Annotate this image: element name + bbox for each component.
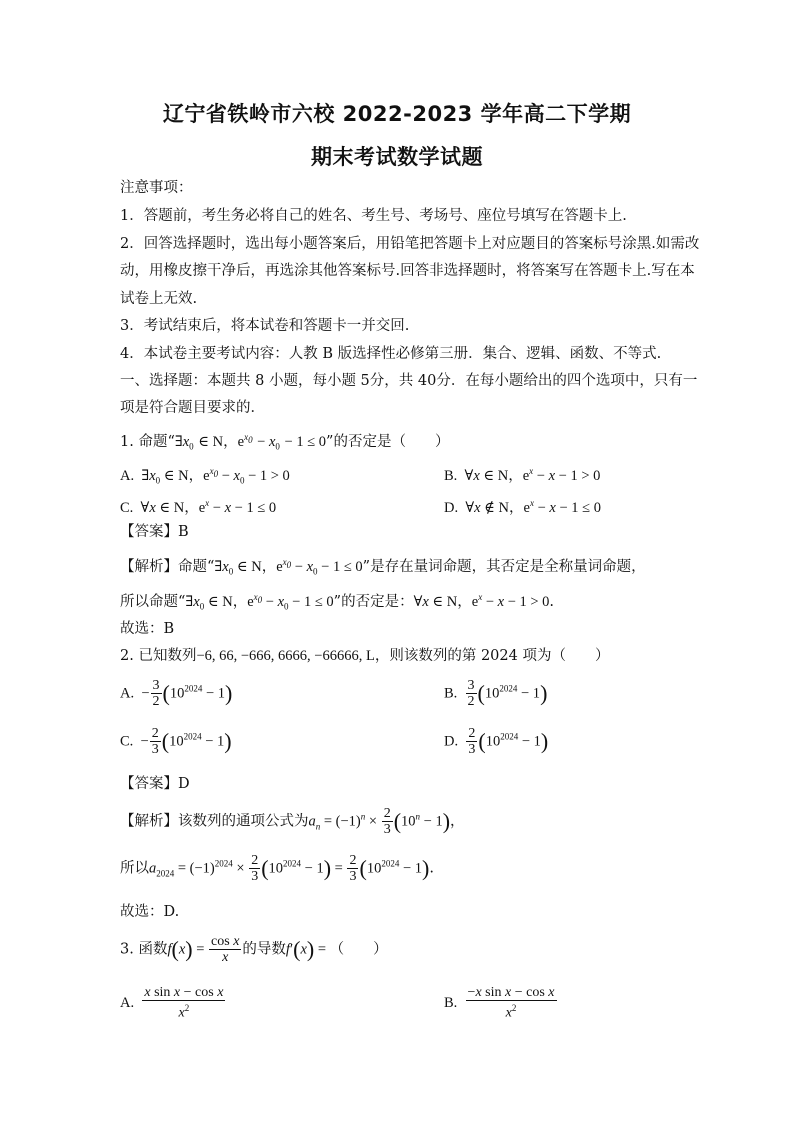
q2-option-d: D. $\frac{2}{3}$ $(10^{2024} - 1)$ xyxy=(444,726,549,757)
section1-intro-line2: 项是符合题目要求的． xyxy=(120,400,265,416)
q3-stem: 3. 函数f(x) = $\frac{\text{cos x}}{x}$ 的导数f′(x) = （ ） xyxy=(120,934,388,965)
section1-intro-line1: 一、选择题：本题共 8 小题，每小题 5分，共 40分．在每小题给出的四个选项中，只有一 xyxy=(120,373,698,389)
note-item-3: 3．考试结束后，将本试卷和答题卡一并交回. xyxy=(120,318,410,334)
q2-answer: 【答案】D xyxy=(120,776,190,792)
q1-option-d: D. ∀x ∉ N，$e^x - x - 1 \le 0$ xyxy=(444,498,601,516)
q3-option-a: A. $\frac{\text{x sin x − cos x}}{x^2}$ xyxy=(120,985,224,1021)
note-item-1: 1．答题前，考生务必将自己的姓名、考生号、考场号、座位号填写在答题卡上. xyxy=(120,208,627,224)
notes-heading: 注意事项： xyxy=(120,180,193,196)
q2-option-b: B. $\frac{3}{2}$ $(10^{2024} - 1)$ xyxy=(444,678,548,709)
q1-option-a: A. $\exists x_0$ ∈ N，$e^{x_0} - x_0 - 1 > 0$ xyxy=(120,466,290,486)
q1-option-b: B. ∀x ∈ N，$e^x - x - 1 > 0$ xyxy=(444,466,601,484)
q2-analysis-line2: 所以$a_{2024} = (-1)^{2024}$ × $\frac{2}{3}$ $(10^{2024} - 1)$ = $\frac{2}{3}$ $(10^{2024} - 1)$. xyxy=(120,853,434,884)
q2-conclusion: 故选：D. xyxy=(120,904,180,920)
note-item-2a: 2．回答选择题时，选出每小题答案后，用铅笔把答题卡上对应题目的答案标号涂黑.如需改 xyxy=(120,236,700,252)
q1-analysis-line1: 【解析】命题“$\exists x_0$ ∈ N，$e^{x_0} - x_0 - 1 \le 0$”是存在量词命题，其否定是全称量词命题， xyxy=(120,557,646,577)
q2-stem: 2. 已知数列−6, 66, −666, 6666, −66666, L，则该数列的第 2024 项为（ ） xyxy=(120,648,610,664)
q2-option-a: A. − $\frac{3}{2}$ $(10^{2024} - 1)$ xyxy=(120,678,233,709)
q1-option-c: C. ∀x ∈ N，$e^x - x - 1 \le 0$ xyxy=(120,498,277,516)
note-item-4: 4．本试卷主要考试内容：人教 B 版选择性必修第三册．集合、逻辑、函数、不等式. xyxy=(120,346,662,362)
note-item-2b: 动，用橡皮擦干净后，再选涂其他答案标号.回答非选择题时，将答案写在答题卡上.写在本 xyxy=(120,263,695,279)
q3-option-b: B. $\frac{\text{−x sin x − cos x}}{x^2}$ xyxy=(444,985,555,1021)
note-item-2c: 试卷上无效. xyxy=(120,291,198,307)
q2-analysis-line1: 【解析】该数列的通项公式为$a_n = (-1)^n$ × $\frac{2}{3}$ $(10^n - 1)$， xyxy=(120,806,465,837)
q2-option-c: C. − $\frac{2}{3}$ $(10^{2024} - 1)$ xyxy=(120,726,232,757)
exam-title-line1: 辽宁省铁岭市六校 2022-2023 学年高二下学期 xyxy=(162,102,632,126)
exam-title-line2: 期末考试数学试题 xyxy=(311,145,483,169)
q1-conclusion: 故选：B xyxy=(120,621,175,637)
q1-stem: 1. 命题“$\exists x_0$ ∈ N，$e^{x_0} - x_0 - 1 \le 0$”的否定是（ ） xyxy=(120,432,450,452)
q1-answer: 【答案】B xyxy=(120,524,189,540)
q1-analysis-line2: 所以命题“$\exists x_0$ ∈ N，$e^{x_0} - x_0 - 1 \le 0$”的否定是：∀x ∈ N，$e^x - x - 1 > 0$. xyxy=(120,592,555,612)
